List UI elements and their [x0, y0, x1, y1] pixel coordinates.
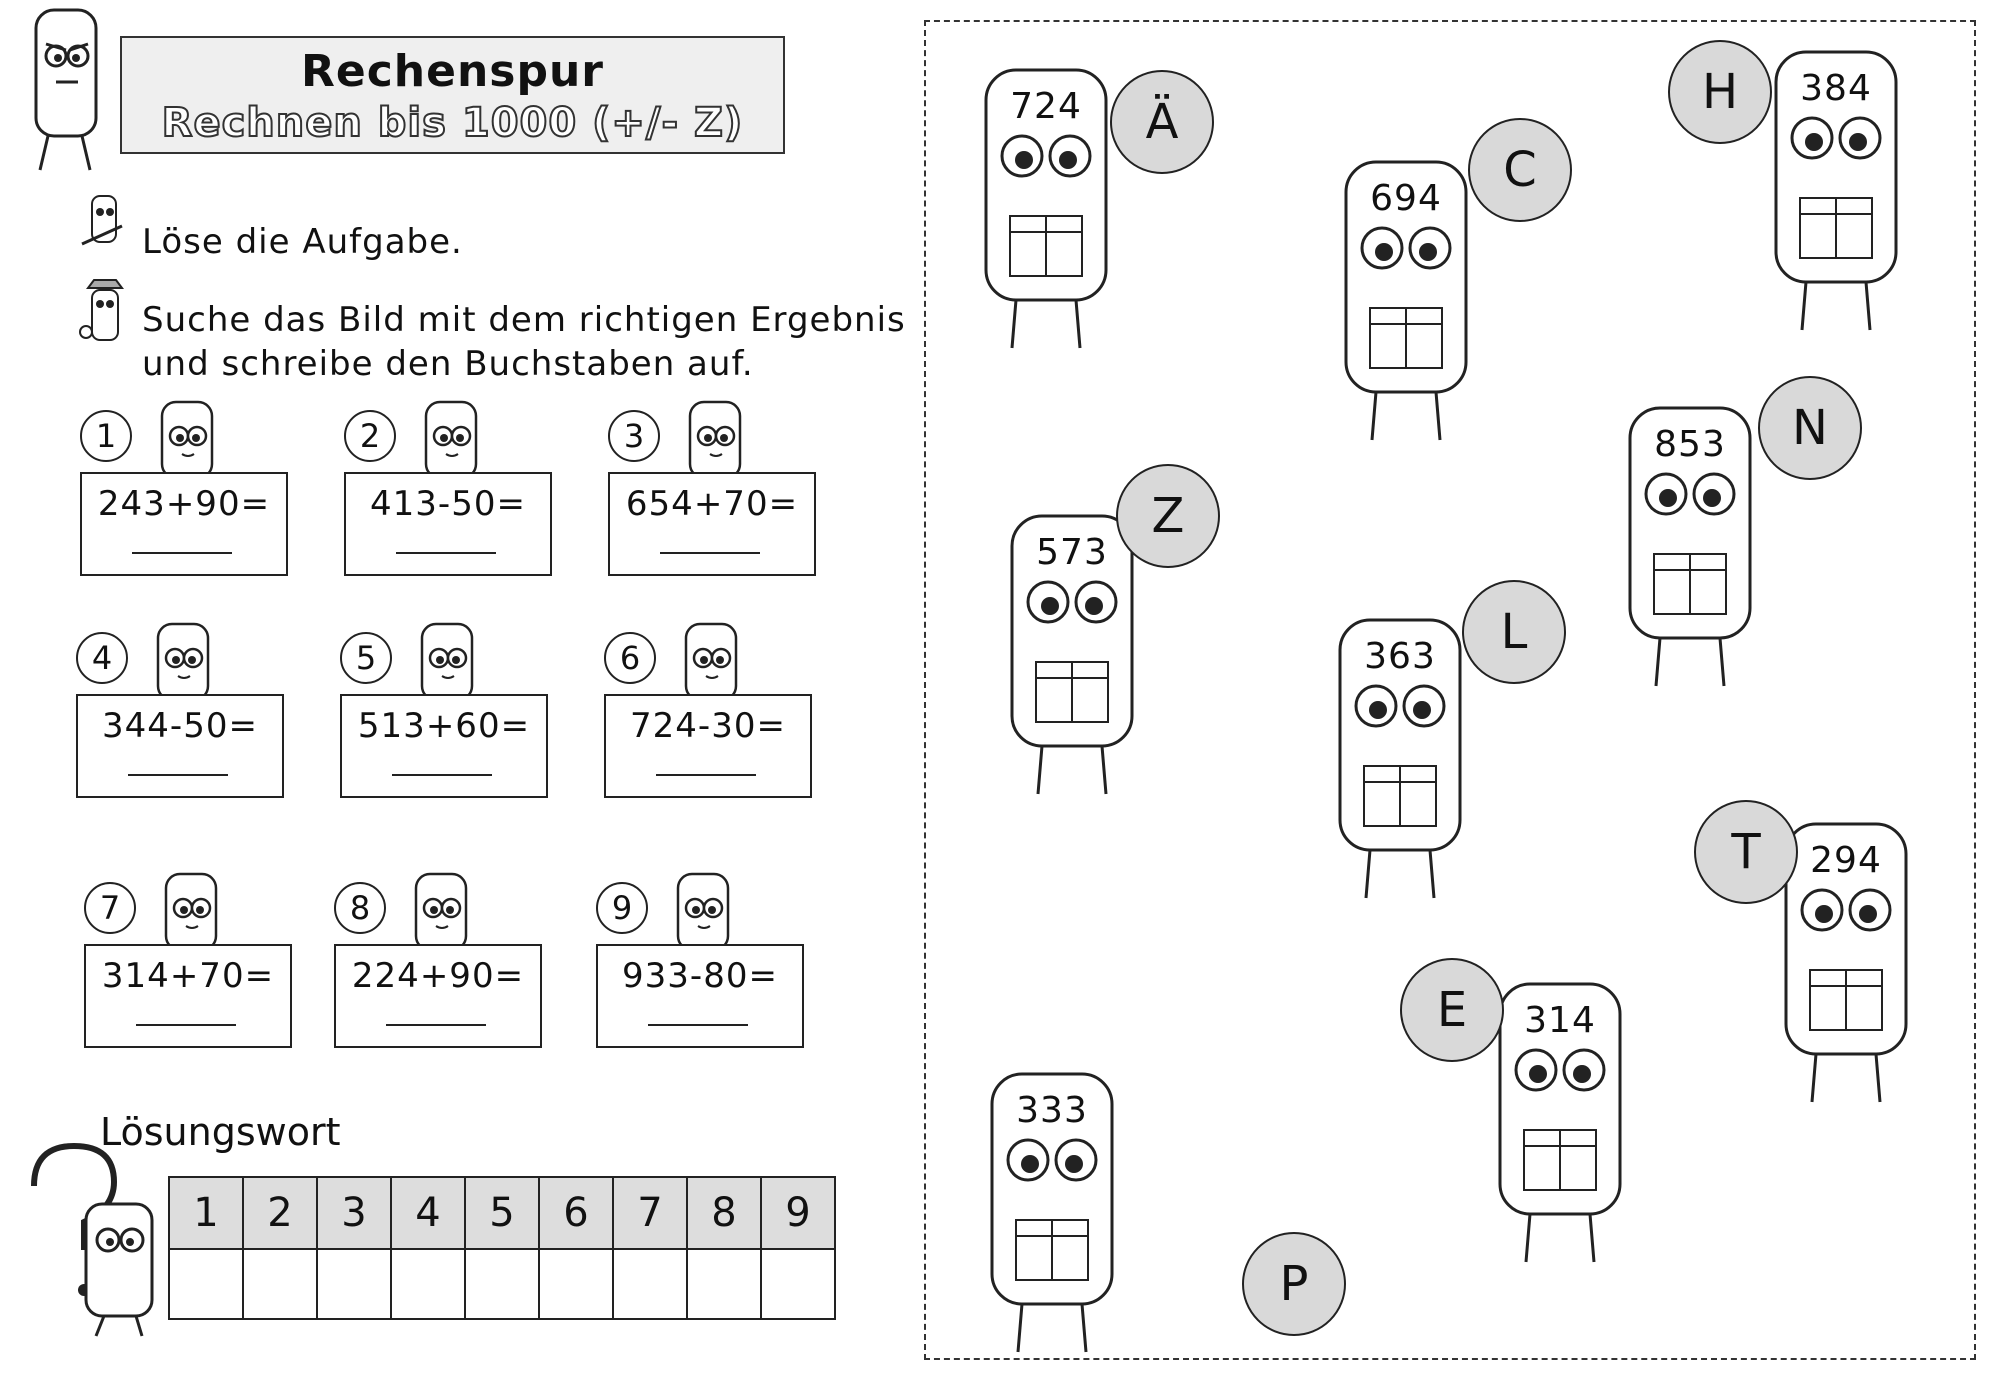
task-card — [334, 872, 594, 1077]
task-card — [596, 872, 856, 1077]
instruction-step2-line1: Suche das Bild mit dem richtigen Ergebnis — [142, 300, 906, 340]
mascot-peeking-icon — [406, 872, 476, 952]
pencil-mascot-icon — [78, 192, 132, 254]
task-card — [344, 400, 604, 605]
answer-line[interactable] — [128, 774, 228, 776]
solution-column-number: 9 — [761, 1177, 835, 1249]
picture-value: 363 — [1364, 636, 1436, 677]
solution-column-number: 1 — [169, 1177, 243, 1249]
solution-letter-cell[interactable] — [391, 1249, 465, 1319]
mascot-peeking-icon — [680, 400, 750, 480]
solution-letter-cell[interactable] — [539, 1249, 613, 1319]
task-equation-card — [340, 694, 548, 798]
picture-value: 853 — [1654, 424, 1726, 465]
solution-grid — [168, 1176, 836, 1320]
task-equation: 224+90= — [351, 956, 525, 996]
mascot-peeking-icon — [156, 872, 226, 952]
solution-letter-cell[interactable] — [243, 1249, 317, 1319]
task-equation: 724-30= — [630, 706, 786, 746]
answer-line[interactable] — [386, 1024, 486, 1026]
task-equation: 314+70= — [101, 956, 275, 996]
picture-value: 694 — [1370, 178, 1442, 219]
picture-value: 384 — [1800, 68, 1872, 109]
mascot-peeking-icon — [668, 872, 738, 952]
task-equation-card — [84, 944, 292, 1048]
task-number: 9 — [596, 882, 648, 934]
instruction-step1: Löse die Aufgabe. — [142, 222, 463, 262]
mascot-peeking-icon — [148, 622, 218, 702]
answer-line[interactable] — [132, 552, 232, 554]
task-card — [608, 400, 868, 605]
detective-mascot-icon — [78, 276, 132, 350]
answer-line[interactable] — [648, 1024, 748, 1026]
picture-letter-badge: Z — [1116, 464, 1220, 568]
task-equation-card — [596, 944, 804, 1048]
picture-letter-badge: C — [1468, 118, 1572, 222]
picture-letter-badge: P — [1242, 1232, 1346, 1336]
task-card — [80, 400, 340, 605]
task-equation-card — [344, 472, 552, 576]
task-equation: 933-80= — [622, 956, 778, 996]
task-number: 4 — [76, 632, 128, 684]
answer-line[interactable] — [656, 774, 756, 776]
solution-letter-cell[interactable] — [613, 1249, 687, 1319]
task-equation: 344-50= — [102, 706, 258, 746]
solution-letter-cell[interactable] — [169, 1249, 243, 1319]
instruction-step2-line2: und schreibe den Buchstaben auf. — [142, 344, 754, 384]
solution-column-number: 8 — [687, 1177, 761, 1249]
mascot-peeking-icon — [412, 622, 482, 702]
task-equation-card — [334, 944, 542, 1048]
answer-line[interactable] — [660, 552, 760, 554]
page-subtitle: Rechnen bis 1000 (+/- Z) — [161, 100, 744, 146]
task-card — [340, 622, 600, 827]
picture-value: 724 — [1010, 86, 1082, 127]
task-card — [604, 622, 864, 827]
mascot-peeking-icon — [676, 622, 746, 702]
mascot-peeking-icon — [152, 400, 222, 480]
task-equation: 654+70= — [625, 484, 799, 524]
solution-column-number: 4 — [391, 1177, 465, 1249]
picture-letter-badge: E — [1400, 958, 1504, 1062]
solution-letter-cell[interactable] — [317, 1249, 391, 1319]
answer-line[interactable] — [392, 774, 492, 776]
picture-value: 294 — [1810, 840, 1882, 881]
picture-letter-badge: Ä — [1110, 70, 1214, 174]
task-number: 5 — [340, 632, 392, 684]
picture-letter-badge: T — [1694, 800, 1798, 904]
task-number: 2 — [344, 410, 396, 462]
task-number: 1 — [80, 410, 132, 462]
solution-letter-cell[interactable] — [761, 1249, 835, 1319]
mascot-peeking-icon — [416, 400, 486, 480]
picture-letter-badge: L — [1462, 580, 1566, 684]
picture-value: 333 — [1016, 1090, 1088, 1131]
solution-letter-cell[interactable] — [687, 1249, 761, 1319]
task-card — [84, 872, 344, 1077]
title-box — [120, 36, 785, 154]
answer-line[interactable] — [136, 1024, 236, 1026]
task-equation: 513+60= — [357, 706, 531, 746]
solution-column-number: 6 — [539, 1177, 613, 1249]
solution-label: Lösungswort — [100, 1110, 341, 1154]
solution-column-number: 7 — [613, 1177, 687, 1249]
solution-letter-cell[interactable] — [465, 1249, 539, 1319]
picture-letter-badge: N — [1758, 376, 1862, 480]
task-number: 3 — [608, 410, 660, 462]
solution-column-number: 5 — [465, 1177, 539, 1249]
answer-line[interactable] — [396, 552, 496, 554]
solution-column-number: 3 — [317, 1177, 391, 1249]
task-card — [76, 622, 336, 827]
picture-value: 573 — [1036, 532, 1108, 573]
task-equation: 243+90= — [97, 484, 271, 524]
task-number: 7 — [84, 882, 136, 934]
task-equation-card — [80, 472, 288, 576]
task-equation-card — [76, 694, 284, 798]
task-number: 8 — [334, 882, 386, 934]
task-number: 6 — [604, 632, 656, 684]
picture-letter-badge: H — [1668, 40, 1772, 144]
solution-column-number: 2 — [243, 1177, 317, 1249]
mascot-frowning-icon — [18, 4, 118, 176]
question-mark-mascot-icon — [20, 1140, 160, 1340]
task-equation-card — [608, 472, 816, 576]
task-equation: 413-50= — [370, 484, 526, 524]
page-title: Rechenspur — [300, 46, 604, 97]
picture-value: 314 — [1524, 1000, 1596, 1041]
task-equation-card — [604, 694, 812, 798]
